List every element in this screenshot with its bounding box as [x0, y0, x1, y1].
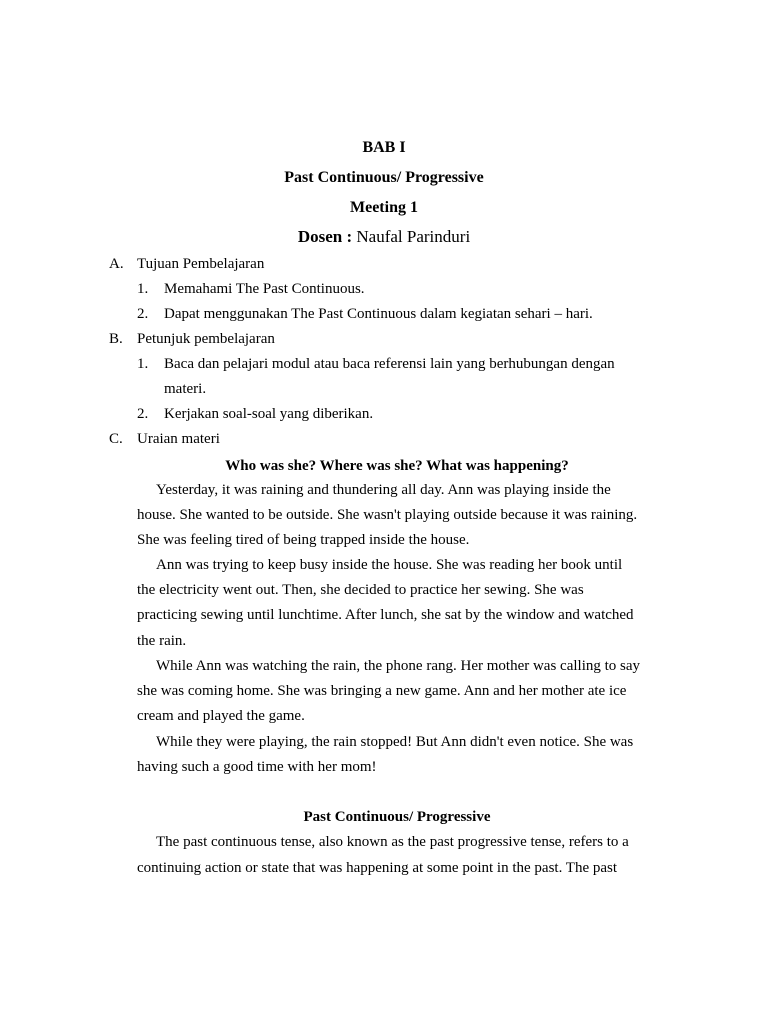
story-heading: Who was she? Where was she? What was happening?: [225, 458, 569, 474]
story-line: Ann was trying to keep busy inside the house. She was reading her book until: [156, 557, 623, 573]
story-line: practicing sewing until lunchtime. After lunch, she sat by the window and watched: [137, 607, 634, 623]
section-a-marker: A.: [109, 256, 124, 272]
section-a-title: Tujuan Pembelajaran: [137, 256, 265, 272]
story-line: Yesterday, it was raining and thundering all day. Ann was playing inside the: [156, 482, 611, 498]
story-line: the rain.: [137, 633, 187, 649]
section-b-item: Kerjakan soal-soal yang diberikan.: [164, 406, 374, 422]
meeting-title: Meeting 1: [350, 199, 418, 216]
section-b-item-line: materi.: [164, 381, 207, 397]
story-line: While Ann was watching the rain, the phone rang. Her mother was calling to say: [156, 658, 641, 674]
section-a-item: Memahami The Past Continuous.: [164, 281, 365, 297]
lecturer-line: [0, 227, 768, 247]
story-line: She was feeling tired of being trapped inside the house.: [137, 532, 470, 548]
section-b-item-line: Baca dan pelajari modul atau baca referensi lain yang berhubungan dengan: [164, 356, 615, 372]
story-line: having such a good time with her mom!: [137, 759, 377, 775]
section-a-item-number: 1.: [137, 281, 149, 297]
topic-title: Past Continuous/ Progressive: [284, 169, 484, 186]
section-a-item-number: 2.: [137, 306, 149, 322]
section-b-marker: B.: [109, 331, 123, 347]
section-b-title: Petunjuk pembelajaran: [137, 331, 275, 347]
story-line: cream and played the game.: [137, 708, 305, 724]
section-b-item-number: 2.: [137, 406, 149, 422]
story-line: the electricity went out. Then, she decided to practice her sewing. She was: [137, 582, 584, 598]
explanation-line: continuing action or state that was happening at some point in the past. The past: [137, 860, 618, 876]
explanation-line: The past continuous tense, also known as the past progressive tense, refers to a: [156, 834, 629, 850]
chapter-title: BAB I: [362, 139, 406, 156]
section-c-title: Uraian materi: [137, 431, 220, 447]
section-a-item: Dapat menggunakan The Past Continuous dalam kegiatan sehari – hari.: [164, 306, 593, 322]
lecturer-name: Naufal Parinduri: [356, 227, 471, 246]
section-c-marker: C.: [109, 431, 123, 447]
story-line: she was coming home. She was bringing a new game. Ann and her mother ate ice: [137, 683, 627, 699]
story-line: house. She wanted to be outside. She wasn't playing outside because it was raining.: [137, 507, 638, 523]
story-line: While they were playing, the rain stopped! But Ann didn't even notice. She was: [156, 734, 634, 750]
explanation-heading: Past Continuous/ Progressive: [303, 809, 491, 825]
lecturer-label: Dosen :: [297, 227, 353, 246]
section-b-item-number: 1.: [137, 356, 149, 372]
